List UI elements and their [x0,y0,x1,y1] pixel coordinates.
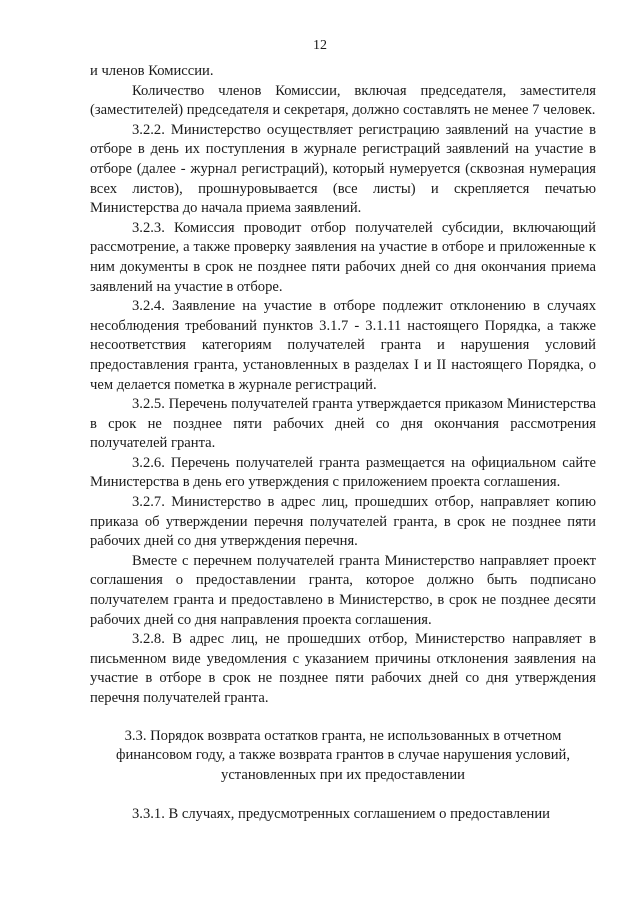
paragraph-3-2-3: 3.2.3. Комиссия проводит отбор получателей субсидии, включающий рассмотрение, а также проверку заявления на участие в отборе и приложенные к ним документы в срок не позднее пяти рабочих дней со дня окончания приема заявлений на участие в отборе. [90,219,596,295]
section-heading-3-3: 3.3. Порядок возврата остатков гранта, не использованных в отчетном финансовом году, а также возврата грантов в случае нарушения условий, установленных при их предоставлении [115,727,570,783]
paragraph-3-2-5: 3.2.5. Перечень получателей гранта утверждается приказом Министерства в срок не позднее пяти рабочих дней со дня окончания рассмотрения получателей гранта. [90,396,596,452]
paragraph-3-2-7-continued: Вместе с перечнем получателей гранта Министерство направляет проект соглашения о предоставлении гранта, которое должно быть подписано получателем гранта и предоставлено в Министерство, в срок не позднее десяти рабочих дней со дня направления проекта соглашения. [90,552,596,628]
paragraph-commission-size: Количество членов Комиссии, включая председателя, заместителя (заместителей) председателя и секретаря, должно составлять не менее 7 человек. [90,82,596,119]
paragraph-continuation: и членов Комиссии. [90,63,214,79]
paragraph-3-2-2: 3.2.2. Министерство осуществляет регистрацию заявлений на участие в отборе в день их поступления в журнале регистраций заявлений на участие в отборе (далее - журнал регистраций), который нумеруется (сквозная нумерация всех листов), прошнуровывается (все листы) и скрепляется печатью Министерства до начала приема заявлений. [90,121,596,217]
paragraph-3-2-4: 3.2.4. Заявление на участие в отборе подлежит отклонению в случаях несоблюдения требований пунктов 3.1.7 - 3.1.11 настоящего Порядка, а также несоответствия категориям получателей гранта и нарушения условий предоставления гранта, установленных в разделах I и II настоящего Порядка, о чем делается пометка в журнале регистраций. [90,298,596,393]
paragraph-3-3-1: 3.3.1. В случаях, предусмотренных соглашением о предоставлении [132,806,550,823]
paragraph-3-2-8: 3.2.8. В адрес лиц, не прошедших отбор, Министерство направляет в письменном виде уведомления с указанием причины отклонения заявления на участие в отборе в срок не позднее пяти рабочих дней со дня утверждения перечня получателей гранта. [90,631,596,706]
document-body [90,62,596,825]
paragraph-3-2-7: 3.2.7. Министерство в адрес лиц, прошедших отбор, направляет копию приказа об утверждении перечня получателей гранта, в срок не позднее пяти рабочих дней со дня утверждения перечня. [90,494,596,550]
page-number: 12 [313,38,327,53]
paragraph-3-2-6: 3.2.6. Перечень получателей гранта размещается на официальном сайте Министерства в день его утверждения с приложением проекта соглашения. [90,454,596,491]
